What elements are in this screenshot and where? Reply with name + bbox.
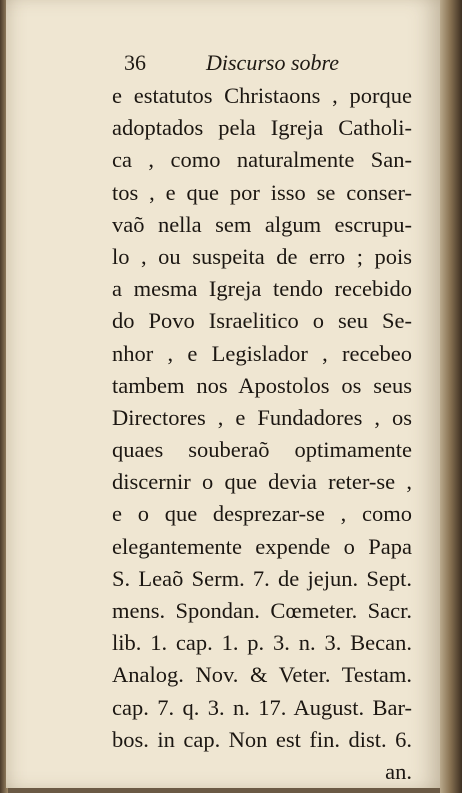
text-line: lib. 1. cap. 1. p. 3. n. 3. Becan. [112, 630, 412, 656]
text-line: Analog. Nov. & Veter. Testam. [112, 662, 412, 688]
text-line: elegantemente expende o Papa [112, 533, 412, 559]
text-line: ca , como naturalmente San- [112, 147, 412, 173]
running-head: Discurso sobre [206, 50, 340, 75]
text-line: discernir o que devia reter-se , [112, 469, 412, 495]
text-line: adoptados pela Igreja Catholi- [112, 115, 412, 141]
text-line: vaõ nella sem algum escrupu- [112, 211, 412, 237]
page-header [106, 50, 406, 80]
text-line: S. Leaõ Serm. 7. de jejun. Sept. [112, 565, 412, 591]
catchword: an. [385, 758, 412, 784]
page-right-edge [440, 0, 462, 793]
text-line: a mesma Igreja tendo recebido [112, 276, 412, 302]
text-line: tos , e que por isso se conser- [112, 179, 412, 205]
text-line: do Povo Israelitico o seu Se- [112, 308, 412, 334]
body-text [112, 80, 412, 788]
text-line: bos. in cap. Non est fin. dist. 6. [112, 726, 412, 752]
text-line: quaes souberaõ optimamente [112, 437, 412, 463]
text-line: e o que desprezar-se , como [112, 501, 412, 527]
text-line: cap. 7. q. 3. n. 17. August. Bar- [112, 694, 412, 720]
text-line: Directores , e Fundadores , os [112, 404, 412, 430]
text-line: lo , ou suspeita de erro ; pois [112, 243, 412, 269]
text-line: mens. Spondan. Cœmeter. Sacr. [112, 598, 412, 623]
text-line: e estatutos Christaons , porque [112, 83, 412, 108]
page-number: 36 [124, 50, 146, 75]
text-line: tambem nos Apostolos os seus [112, 372, 412, 398]
text-line: nhor , e Legislador , recebeo [112, 340, 412, 366]
